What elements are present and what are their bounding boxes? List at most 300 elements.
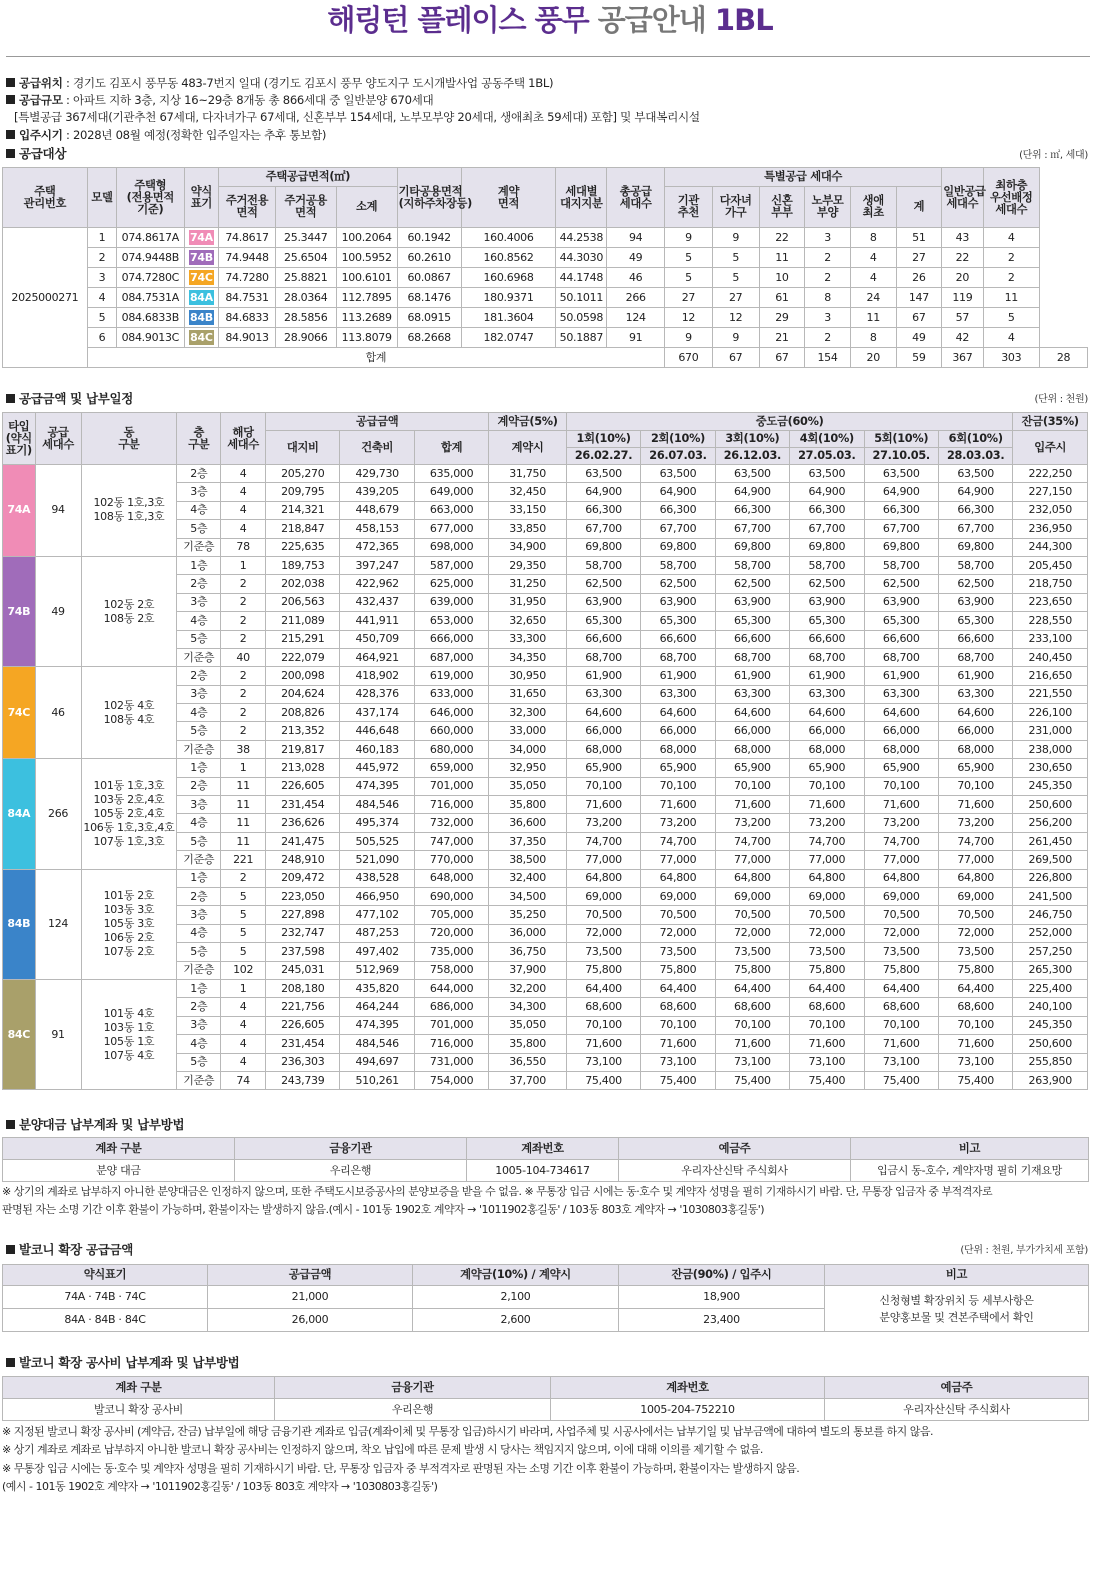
installment-4-cell: 73,100 <box>790 1053 864 1071</box>
balance-cell: 244,300 <box>1013 538 1088 556</box>
balance-cell: 222,250 <box>1013 465 1088 483</box>
balance-cell: 240,100 <box>1013 998 1088 1016</box>
installment-2-cell: 73,500 <box>641 943 715 961</box>
total-price-cell: 754,000 <box>414 1071 488 1089</box>
land-price-cell: 231,454 <box>266 796 340 814</box>
installment-6-cell: 73,200 <box>938 814 1012 832</box>
dong-cell: 102동 1호,3호 108동 1호,3호 <box>81 465 177 557</box>
bullet-icon <box>6 1120 15 1129</box>
lowest-cell: 4 <box>983 228 1040 248</box>
installment-1-cell: 74,700 <box>566 832 640 850</box>
total-cell: 124 <box>607 308 665 328</box>
floor-cell: 2층 <box>177 887 221 905</box>
col-header-installment-2: 2회(10%) <box>641 431 715 448</box>
balance-cell: 255,850 <box>1013 1053 1088 1071</box>
balcony-title: 발코니 확장 공급금액 <box>19 1242 134 1257</box>
installment-6-cell: 71,600 <box>938 1035 1012 1053</box>
balance-cell: 218,750 <box>1013 575 1088 593</box>
floor-cell: 4층 <box>177 612 221 630</box>
sub-cell: 113.8079 <box>336 328 397 348</box>
installment-4-cell: 77,000 <box>790 851 864 869</box>
col-header-bank: 금융기관 <box>275 1377 551 1399</box>
units-cell: 46 <box>35 667 81 759</box>
other-cell: 60.1942 <box>397 228 461 248</box>
installment-3-cell: 65,900 <box>715 759 789 777</box>
contract-cell: 160.4006 <box>461 228 556 248</box>
installment-4-cell: 75,400 <box>790 1071 864 1089</box>
installment-3-cell: 69,000 <box>715 887 789 905</box>
deposit-cell: 36,600 <box>489 814 566 832</box>
general-cell: 57 <box>942 308 983 328</box>
total-cell: 46 <box>607 268 665 288</box>
balance-cell: 245,350 <box>1013 1016 1088 1034</box>
installment-2-cell: 71,600 <box>641 1035 715 1053</box>
count-cell: 221 <box>221 851 266 869</box>
general-cell: 119 <box>942 288 983 308</box>
land-price-cell: 219,817 <box>266 740 340 758</box>
floor-cell: 1층 <box>177 759 221 777</box>
lowest-cell: 2 <box>983 268 1040 288</box>
installment-1-cell: 64,600 <box>566 704 640 722</box>
balance-cell: 18,900 <box>619 1286 825 1309</box>
mgmt-no-cell: 2025000271 <box>3 228 88 368</box>
col-header-special-group: 특별공급 세대수 <box>665 168 942 187</box>
table-row <box>3 759 1088 777</box>
total-row <box>3 348 1088 368</box>
build-price-cell: 460,183 <box>340 740 414 758</box>
installment-3-cell: 64,800 <box>715 869 789 887</box>
col-header-build: 건축비 <box>340 431 414 465</box>
col-header-balance: 잔금(90%) / 입주시 <box>619 1265 825 1286</box>
installment-3-cell: 75,400 <box>715 1071 789 1089</box>
col-header-installment-4: 4회(10%) <box>790 431 864 448</box>
installment-6-cell: 69,800 <box>938 538 1012 556</box>
multi-cell: 9 <box>712 328 759 348</box>
installment-4-cell: 68,000 <box>790 740 864 758</box>
total-price-cell: 625,000 <box>414 575 488 593</box>
col-header-newly: 신혼 부부 <box>759 187 805 228</box>
installment-1-cell: 73,100 <box>566 1053 640 1071</box>
land-price-cell: 211,089 <box>266 612 340 630</box>
newly-cell: 21 <box>759 328 805 348</box>
excl-cell: 84.9013 <box>219 328 276 348</box>
installment-1-cell: 64,800 <box>566 869 640 887</box>
floor-cell: 3층 <box>177 796 221 814</box>
count-cell: 40 <box>221 648 266 666</box>
total-sum-cell: 367 <box>942 348 983 368</box>
type-cell: 084.7531A <box>117 288 184 308</box>
supply-info <box>6 75 1090 144</box>
land-price-cell: 214,321 <box>266 501 340 519</box>
total-price-cell: 653,000 <box>414 612 488 630</box>
total-price-cell: 687,000 <box>414 648 488 666</box>
deposit-cell: 31,250 <box>489 575 566 593</box>
col-header-units: 공급 세대수 <box>35 413 81 465</box>
inst-cell: 27 <box>665 288 713 308</box>
total-lowest-cell: 28 <box>1040 348 1088 368</box>
table-header-row <box>3 1138 1089 1160</box>
installment-6-cell: 71,600 <box>938 796 1012 814</box>
balcony-unit: (단위 : 천원, 부가가치세 포함) <box>960 1245 1088 1256</box>
balance-cell: 246,750 <box>1013 906 1088 924</box>
installment-4-cell: 65,900 <box>790 759 864 777</box>
installment-3-cell: 64,400 <box>715 979 789 997</box>
type-badge: 74C <box>190 271 213 284</box>
count-cell: 2 <box>221 667 266 685</box>
account-note-1: ※ 상기의 계좌로 납부하지 아니한 분양대금은 인정하지 않으며, 또한 주택도시보증공사의 분양보증을 받을 수 없음. ※ 무통장 입금 시에는 동·호수 및 계약자 성명을 필히 기재하시기 바람. 단, 무통장 입금자 중 부적격자로 <box>2 1185 993 1198</box>
deposit-cell: 2,600 <box>413 1309 619 1332</box>
units-cell: 91 <box>35 979 81 1089</box>
installment-3-cell: 71,600 <box>715 1035 789 1053</box>
inst-cell: 12 <box>665 308 713 328</box>
installment-2-cell: 63,500 <box>641 465 715 483</box>
installment-3-cell: 73,500 <box>715 943 789 961</box>
total-price-cell: 770,000 <box>414 851 488 869</box>
installment-2-cell: 68,000 <box>641 740 715 758</box>
installment-5-cell: 70,100 <box>864 1016 938 1034</box>
installment-5-cell: 68,700 <box>864 648 938 666</box>
installment-4-cell: 69,800 <box>790 538 864 556</box>
total-price-cell: 666,000 <box>414 630 488 648</box>
installment-4-cell: 63,900 <box>790 593 864 611</box>
total-price-cell: 644,000 <box>414 979 488 997</box>
installment-1-cell: 70,100 <box>566 777 640 795</box>
balcony-note-3: ※ 무통장 입금 시에는 동·호수 및 계약자 성명을 필히 기재하시기 바람. 단, 무통장 입금자 중 부적격자로 판명된 자는 소명 기간 이후 환불이 가능하며, 환불이자는 발생하지 않음. <box>2 1461 800 1475</box>
land-price-cell: 209,795 <box>266 483 340 501</box>
installment-2-cell: 63,900 <box>641 593 715 611</box>
balance-cell: 250,600 <box>1013 796 1088 814</box>
total-price-cell: 646,000 <box>414 704 488 722</box>
balance-cell: 238,000 <box>1013 740 1088 758</box>
installment-2-cell: 67,700 <box>641 520 715 538</box>
multi-cell: 9 <box>712 228 759 248</box>
installment-1-cell: 63,300 <box>566 685 640 703</box>
col-header-mgmt-no: 주택 관리번호 <box>3 168 88 228</box>
deposit-cell: 31,750 <box>489 465 566 483</box>
count-cell: 4 <box>221 1016 266 1034</box>
installment-2-cell: 65,300 <box>641 612 715 630</box>
price-title: 공급금액 및 납부일정 <box>19 391 134 406</box>
col-header-deposit-sub: 계약시 <box>489 431 566 465</box>
contract-cell: 181.3604 <box>461 308 556 328</box>
bullet-icon <box>6 130 15 139</box>
installment-3-cell: 58,700 <box>715 556 789 574</box>
installment-5-cell: 70,100 <box>864 777 938 795</box>
other-cell: 60.0867 <box>397 268 461 288</box>
balance-cell: 256,200 <box>1013 814 1088 832</box>
total-price-cell: 635,000 <box>414 465 488 483</box>
installment-5-cell: 63,300 <box>864 685 938 703</box>
total-multi-cell: 67 <box>759 348 805 368</box>
type-cell: 84B <box>3 869 36 979</box>
installment-1-cell: 64,900 <box>566 483 640 501</box>
installment-2-cell: 64,400 <box>641 979 715 997</box>
deposit-cell: 29,350 <box>489 556 566 574</box>
sub-cell: 113.2689 <box>336 308 397 328</box>
deposit-cell: 32,400 <box>489 869 566 887</box>
installment-5-cell: 64,600 <box>864 704 938 722</box>
type-cell: 84C <box>3 979 36 1089</box>
installment-1-cell: 64,400 <box>566 979 640 997</box>
col-header-deposit: 계약금(10%) / 계약시 <box>413 1265 619 1286</box>
total-cell: 49 <box>607 248 665 268</box>
installment-3-cell: 75,800 <box>715 961 789 979</box>
comm-cell: 28.9066 <box>275 328 336 348</box>
balance-cell: 263,900 <box>1013 1071 1088 1089</box>
price-heading <box>6 391 133 407</box>
col-header-common: 주거공용 면적 <box>275 187 336 228</box>
sub-cell: 112.7895 <box>336 288 397 308</box>
floor-cell: 1층 <box>177 556 221 574</box>
floor-cell: 3층 <box>177 483 221 501</box>
count-cell: 2 <box>221 593 266 611</box>
installment-1-cell: 71,600 <box>566 1035 640 1053</box>
elder-cell: 3 <box>805 308 851 328</box>
col-header-installment-1: 1회(10%) <box>566 431 640 448</box>
balance-cell: 252,000 <box>1013 924 1088 942</box>
model-cell: 6 <box>87 328 116 348</box>
balance-cell: 250,600 <box>1013 1035 1088 1053</box>
col-header-supply: 공급금액 <box>266 413 489 431</box>
col-header-multi: 다자녀 가구 <box>712 187 759 228</box>
land-cell: 44.2538 <box>556 228 607 248</box>
installment-2-cell: 75,800 <box>641 961 715 979</box>
col-header-installment-date-1: 26.02.27. <box>566 448 640 465</box>
col-header-account-no: 계좌번호 <box>467 1138 619 1160</box>
bank-cell: 우리은행 <box>275 1399 551 1421</box>
newly-cell: 29 <box>759 308 805 328</box>
supply-target-heading <box>6 146 66 162</box>
build-price-cell: 418,902 <box>340 667 414 685</box>
installment-1-cell: 67,700 <box>566 520 640 538</box>
floor-cell: 4층 <box>177 704 221 722</box>
model-cell: 2 <box>87 248 116 268</box>
installment-1-cell: 65,900 <box>566 759 640 777</box>
count-cell: 1 <box>221 556 266 574</box>
installment-5-cell: 66,300 <box>864 501 938 519</box>
installment-3-cell: 66,300 <box>715 501 789 519</box>
floor-cell: 4층 <box>177 924 221 942</box>
installment-4-cell: 70,100 <box>790 777 864 795</box>
col-header-abbr: 약식 표기 <box>184 168 219 228</box>
installment-3-cell: 70,500 <box>715 906 789 924</box>
balance-cell: 230,650 <box>1013 759 1088 777</box>
deposit-cell: 31,650 <box>489 685 566 703</box>
build-price-cell: 439,205 <box>340 483 414 501</box>
build-price-cell: 422,962 <box>340 575 414 593</box>
floor-cell: 5층 <box>177 630 221 648</box>
title-block: 1BL <box>714 3 773 37</box>
col-header-installment-date-2: 26.07.03. <box>641 448 715 465</box>
deposit-cell: 2,100 <box>413 1286 619 1309</box>
balance-cell: 216,650 <box>1013 667 1088 685</box>
inst-cell: 9 <box>665 228 713 248</box>
total-price-cell: 648,000 <box>414 869 488 887</box>
excl-cell: 84.6833 <box>219 308 276 328</box>
excl-cell: 84.7531 <box>219 288 276 308</box>
count-cell: 2 <box>221 630 266 648</box>
balcony-note-1: ※ 지정된 발코니 확장 공사비 (계약금, 잔금) 납부일에 해당 금융기관 계좌로 입금(계좌이체 및 무통장 입금)하시기 바라며, 사업주체 및 시공사에서는 납부기일 및 납부금액에 대하여 별도의 통보를 하지 않음. <box>2 1425 933 1438</box>
col-header-total-units: 총공급 세대수 <box>607 168 665 228</box>
comm-cell: 28.5856 <box>275 308 336 328</box>
total-price-cell: 659,000 <box>414 759 488 777</box>
deposit-cell: 33,850 <box>489 520 566 538</box>
dong-cell: 101동 4호 103동 1호 105동 1호 107동 4호 <box>81 979 177 1089</box>
location-value: : 경기도 김포시 풍무동 483-7번지 일대 (경기도 김포시 풍무 양도지구 도시개발사업 공동주택 1BL) <box>62 76 554 90</box>
installment-6-cell: 70,500 <box>938 906 1012 924</box>
land-price-cell: 222,079 <box>266 648 340 666</box>
type-badge: 84A <box>189 291 213 304</box>
floor-cell: 3층 <box>177 593 221 611</box>
installment-5-cell: 75,400 <box>864 1071 938 1089</box>
elder-cell: 2 <box>805 248 851 268</box>
count-cell: 78 <box>221 538 266 556</box>
installment-4-cell: 68,700 <box>790 648 864 666</box>
inst-cell: 9 <box>665 328 713 348</box>
floor-cell: 5층 <box>177 520 221 538</box>
deposit-cell: 31,950 <box>489 593 566 611</box>
installment-4-cell: 64,600 <box>790 704 864 722</box>
lowest-cell: 4 <box>983 328 1040 348</box>
title-main: 해링턴 플레이스 풍무 <box>327 3 598 37</box>
account-note-2: 판명된 자는 소명 기간 이후 환불이 가능하며, 환불이자는 발생하지 않음.(예시 - 101동 1902호 계약자 → '1011902홍길동' / 103동 803호 계약자 → '1030803홍길동') <box>2 1203 765 1217</box>
count-cell: 11 <box>221 832 266 850</box>
col-header-holder: 예금주 <box>619 1138 851 1160</box>
abbr-cell: 74A · 74B · 74C <box>3 1286 208 1309</box>
installment-6-cell: 64,800 <box>938 869 1012 887</box>
bullet-icon <box>6 1245 15 1254</box>
installment-1-cell: 75,800 <box>566 961 640 979</box>
first-cell: 4 <box>850 248 896 268</box>
installment-4-cell: 73,200 <box>790 814 864 832</box>
floor-cell: 4층 <box>177 1035 221 1053</box>
installment-6-cell: 65,300 <box>938 612 1012 630</box>
installment-4-cell: 64,900 <box>790 483 864 501</box>
deposit-cell: 38,500 <box>489 851 566 869</box>
col-header-holder: 예금주 <box>825 1377 1089 1399</box>
units-cell: 94 <box>35 465 81 557</box>
balcony-table <box>2 1264 1089 1332</box>
total-price-cell: 680,000 <box>414 740 488 758</box>
installment-6-cell: 67,700 <box>938 520 1012 538</box>
total-price-cell: 716,000 <box>414 1035 488 1053</box>
total-general-cell: 303 <box>983 348 1040 368</box>
count-cell: 5 <box>221 887 266 905</box>
balance-cell: 228,550 <box>1013 612 1088 630</box>
deposit-cell: 36,550 <box>489 1053 566 1071</box>
deposit-cell: 33,300 <box>489 630 566 648</box>
count-cell: 2 <box>221 869 266 887</box>
comm-cell: 28.0364 <box>275 288 336 308</box>
installment-6-cell: 68,000 <box>938 740 1012 758</box>
table-row <box>3 268 1088 288</box>
land-price-cell: 226,605 <box>266 777 340 795</box>
scale-detail: [특별공급 367세대(기관추천 67세대, 다자녀가구 67세대, 신혼부부 154세대, 노부모부양 20세대, 생애최초 59세대) 포함] 및 부대복리시설 <box>14 110 700 125</box>
count-cell: 11 <box>221 796 266 814</box>
deposit-cell: 32,300 <box>489 704 566 722</box>
inst-cell: 5 <box>665 268 713 288</box>
installment-5-cell: 65,900 <box>864 759 938 777</box>
newly-cell: 11 <box>759 248 805 268</box>
land-price-cell: 213,352 <box>266 722 340 740</box>
installment-1-cell: 73,500 <box>566 943 640 961</box>
table-row <box>3 979 1088 997</box>
count-cell: 4 <box>221 1035 266 1053</box>
land-price-cell: 202,038 <box>266 575 340 593</box>
deposit-cell: 32,450 <box>489 483 566 501</box>
balcony-note-2: ※ 상기 계좌로 계좌로 납부하지 아니한 발코니 확장 공사비는 인정하지 않으며, 착오 납입에 따른 문제 발생 시 당사는 책임지지 않으며, 이에 대해 이의를 제기할 수 없음. <box>2 1443 763 1457</box>
installment-4-cell: 58,700 <box>790 556 864 574</box>
first-cell: 4 <box>850 268 896 288</box>
general-cell: 22 <box>942 248 983 268</box>
installment-5-cell: 64,800 <box>864 869 938 887</box>
col-header-dong: 동 구분 <box>81 413 177 465</box>
page-title <box>0 0 1100 40</box>
bullet-icon <box>6 149 15 158</box>
scale-value: : 아파트 지하 3층, 지상 16~29층 8개동 총 866세대 중 일반분양 670세대 <box>62 93 434 108</box>
installment-5-cell: 68,600 <box>864 998 938 1016</box>
installment-1-cell: 68,700 <box>566 648 640 666</box>
total-price-cell: 701,000 <box>414 1016 488 1034</box>
newly-cell: 61 <box>759 288 805 308</box>
floor-cell: 3층 <box>177 1016 221 1034</box>
deposit-cell: 35,800 <box>489 1035 566 1053</box>
installment-2-cell: 66,600 <box>641 630 715 648</box>
deposit-cell: 34,300 <box>489 998 566 1016</box>
deposit-cell: 37,900 <box>489 961 566 979</box>
table-row <box>3 308 1088 328</box>
abbr-cell <box>184 268 219 288</box>
newly-cell: 22 <box>759 228 805 248</box>
build-price-cell: 437,174 <box>340 704 414 722</box>
installment-3-cell: 70,100 <box>715 1016 789 1034</box>
total-price-cell: 698,000 <box>414 538 488 556</box>
col-header-exclusive: 주거전용 면적 <box>219 187 276 228</box>
col-header-area-group: 주택공급면적(㎡) <box>219 168 397 187</box>
deposit-cell: 32,200 <box>489 979 566 997</box>
installment-1-cell: 73,200 <box>566 814 640 832</box>
type-cell: 074.8617A <box>117 228 184 248</box>
count-cell: 5 <box>221 924 266 942</box>
type-cell: 074.9448B <box>117 248 184 268</box>
land-cell: 44.1748 <box>556 268 607 288</box>
floor-cell: 5층 <box>177 943 221 961</box>
balance-cell: 269,500 <box>1013 851 1088 869</box>
build-price-cell: 494,697 <box>340 1053 414 1071</box>
installment-1-cell: 69,800 <box>566 538 640 556</box>
installment-4-cell: 64,400 <box>790 979 864 997</box>
table-row <box>3 328 1088 348</box>
count-cell: 2 <box>221 722 266 740</box>
type-cell: 084.6833B <box>117 308 184 328</box>
installment-2-cell: 75,400 <box>641 1071 715 1089</box>
floor-cell: 2층 <box>177 575 221 593</box>
land-price-cell: 204,624 <box>266 685 340 703</box>
contract-cell: 182.0747 <box>461 328 556 348</box>
floor-cell: 기준층 <box>177 648 221 666</box>
floor-cell: 기준층 <box>177 740 221 758</box>
col-header-remark: 비고 <box>825 1265 1089 1286</box>
land-price-cell: 189,753 <box>266 556 340 574</box>
installment-1-cell: 69,000 <box>566 887 640 905</box>
col-header-installment-date-6: 28.03.03. <box>938 448 1012 465</box>
balcony-account-table <box>2 1376 1089 1421</box>
col-header-middle: 중도금(60%) <box>566 413 1013 431</box>
installment-2-cell: 63,300 <box>641 685 715 703</box>
build-price-cell: 435,820 <box>340 979 414 997</box>
installment-5-cell: 66,000 <box>864 722 938 740</box>
installment-6-cell: 73,100 <box>938 1053 1012 1071</box>
